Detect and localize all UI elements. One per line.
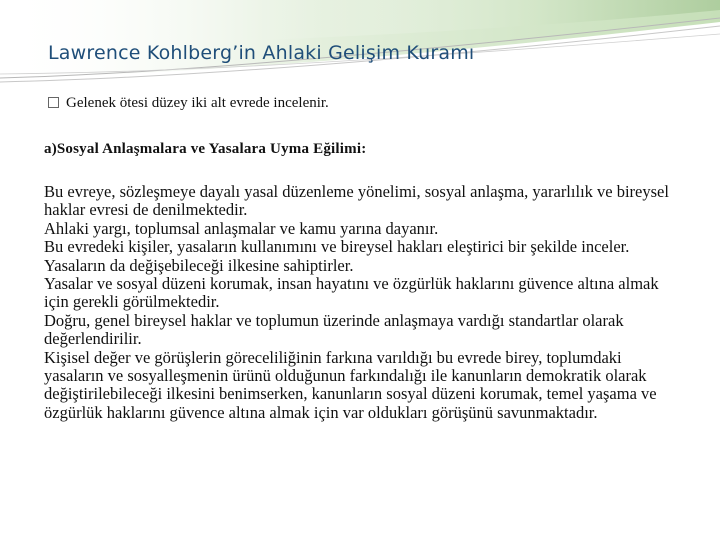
paragraph: Bu evreye, sözleşmeye dayalı yasal düzenleme yönelimi, sosyal anlaşma, yararlılık ve bireysel haklar evresi de denilmektedir. bbox=[44, 182, 669, 220]
paragraph: Kişisel değer ve görüşlerin göreceliliğinin farkına varıldığı bu evrede birey, toplumdaki yasaların ve sosyalleşmenin ürünü olduğunun farkındalığı ile kanunların demokratik olarak değiştirilebileceği ilkesini benimserken, kanunların sosyal düzeni korumak, temel yaşama ve özgürlük haklarını güvence altına almak için var oldukları görüşünü savunmaktadır. bbox=[44, 347, 657, 422]
subtitle-line bbox=[48, 95, 329, 112]
paragraph: Bu evredeki kişiler, yasaların kullanımını ve bireysel hakları eleştirici bir şekilde inceler. Yasaların da değişebileceği ilkesine sahiptirler. bbox=[44, 237, 630, 275]
paragraph: Ahlaki yargı, toplumsal anlaşmalar ve kamu yarına dayanır. bbox=[44, 218, 439, 238]
body-text bbox=[44, 183, 684, 422]
checkbox-bullet-icon bbox=[48, 97, 59, 108]
paragraph: Doğru, genel bireysel haklar ve toplumun üzerinde anlaşmaya vardığı standartlar olarak değerlendirilir. bbox=[44, 310, 624, 349]
subtitle-text: Gelenek ötesi düzey iki alt evrede incelenir. bbox=[66, 95, 329, 111]
paragraph: Yasalar ve sosyal düzeni korumak, insan hayatını ve özgürlük haklarını güvence altına almak için gerekli görülmektedir. bbox=[44, 274, 659, 312]
section-heading: a)Sosyal Anlaşmalara ve Yasalara Uyma Eğilimi: bbox=[44, 141, 367, 157]
page-title: Lawrence Kohlberg’in Ahlaki Gelişim Kuramı bbox=[48, 42, 475, 64]
